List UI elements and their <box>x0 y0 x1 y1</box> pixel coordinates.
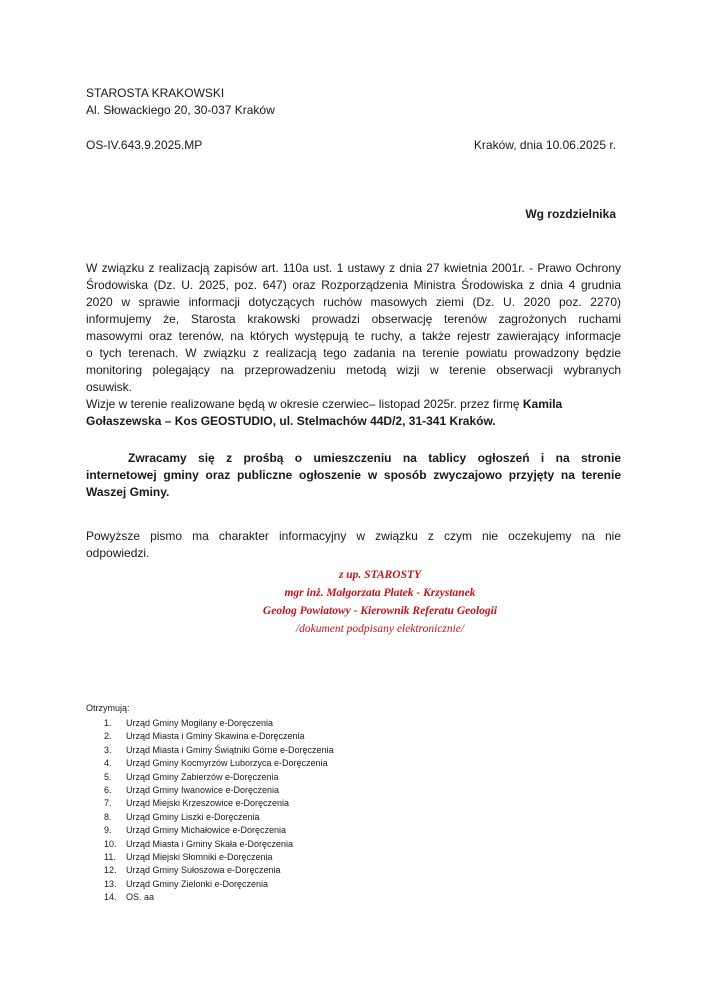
visit-text: Wizje w terenie realizowane będą w okresie czerwiec– listopad 2025r. przez firmę <box>86 397 523 411</box>
signature-note: /dokument podpisany elektronicznie/ <box>295 623 465 635</box>
signature-name: mgr inż. Małgorzata Płatek - Krzystanek <box>284 587 476 599</box>
list-item <box>104 891 334 904</box>
body-line: 2020 w sprawie informacji dotyczących ruchów masowych ziemi (Dz. U. 2020 poz. 2270) <box>86 295 621 309</box>
info-line: odpowiedzi. <box>86 546 150 560</box>
list-item-number: 10. <box>104 838 117 849</box>
list-item-text: OS. aa <box>126 892 155 903</box>
request-paragraph <box>86 450 621 501</box>
list-item-text: Urząd Gminy Sułoszowa e-Doręczenia <box>126 865 281 876</box>
body-line: informujemy że, Starosta krakowski prowadzi obserwację terenów zagrożonych ruchami <box>86 312 621 326</box>
request-line: internetowej gminy oraz publiczne ogłoszenie w sposób zwyczajowo przyjęty na terenie <box>86 468 621 482</box>
list-item-number: 1. <box>104 718 112 728</box>
place-date: Kraków, dnia 10.06.2025 r. <box>473 138 616 152</box>
recipients-list <box>104 717 334 904</box>
list-item <box>104 878 334 891</box>
list-item-number: 8. <box>104 811 112 822</box>
body-line: monitoring polegający na przeprowadzeniu metodą wizji w terenie obserwacji wybranych <box>86 363 621 377</box>
body-line: W związku z realizacją zapisów art. 110a ust. 1 ustawy z dnia 27 kwietnia 2001r. - Prawo Ochrony <box>86 261 621 275</box>
request-line: Waszej Gminy. <box>86 485 170 499</box>
list-item-number: 13. <box>104 878 117 889</box>
list-item <box>104 744 334 757</box>
list-item-number: 14. <box>104 892 117 903</box>
visit-line <box>86 396 621 413</box>
list-item <box>104 864 334 877</box>
list-item <box>104 717 334 730</box>
list-item-number: 9. <box>104 825 112 836</box>
list-item-text: Urząd Gminy Zabierzów e-Doręczenia <box>126 771 279 782</box>
body-paragraph <box>86 260 621 430</box>
body-line: masowymi oraz terenów, na których występują te ruchy, a także rejestr zawierający informacje <box>86 329 621 343</box>
signature-position: Geolog Powiatowy - Kierownik Referatu Geologii <box>262 605 498 617</box>
list-item-number: 12. <box>104 865 117 876</box>
list-item-number: 6. <box>104 784 112 795</box>
list-item-number: 5. <box>104 771 112 782</box>
list-item <box>104 824 334 837</box>
list-item-number: 11. <box>104 851 116 862</box>
list-item <box>104 771 334 784</box>
sender-block <box>86 85 275 119</box>
list-item-text: Urząd Miejski Krzeszowice e-Doręczenia <box>126 798 290 809</box>
addressee: Wg rozdzielnika <box>525 207 616 221</box>
list-item-text: Urząd Miasta i Gminy Skawina e-Doręczenia <box>126 731 305 742</box>
list-item-text: Urząd Gminy Liszki e-Doręczenia <box>126 811 260 822</box>
list-item-number: 7. <box>104 798 112 809</box>
list-item-text: Urząd Gminy Michałowice e-Doręczenia <box>126 825 287 836</box>
list-item-number: 4. <box>104 758 112 769</box>
list-item <box>104 811 334 824</box>
request-line: Zwracamy się z prośbą o umieszczeniu na tablicy ogłoszeń i na stronie <box>128 451 621 465</box>
list-item <box>104 784 334 797</box>
list-item-text: Urząd Gminy Kocmyrzów Luborzyca e-Doręczenia <box>126 758 328 769</box>
list-item <box>104 757 334 770</box>
list-item-number: 3. <box>104 744 112 755</box>
list-item <box>104 838 334 851</box>
body-line: osuwisk. <box>86 380 133 394</box>
list-item <box>104 851 334 864</box>
list-item <box>104 797 334 810</box>
list-item-text: Urząd Gminy Zielonki e-Doręczenia <box>126 878 269 889</box>
reference-number: OS-IV.643.9.2025.MP <box>86 138 203 152</box>
list-item <box>104 730 334 743</box>
body-line: Środowiska (Dz. U. 2025, poz. 647) oraz Rozporządzenia Ministra Środowiska z dnia 4 grudnia <box>86 278 621 292</box>
list-item-text: Urząd Miasta i Gminy Skała e-Doręczenia <box>126 838 294 849</box>
body-line: o tych terenach. W związku z realizacją tego zadania na terenie powiatu prowadzony będzie <box>86 346 621 360</box>
info-line: Powyższe pismo ma charakter informacyjny w związku z czym nie oczekujemy na nie <box>86 529 621 543</box>
list-item-text: Urząd Miasta i Gminy Świątniki Górne e-Doręczenia <box>126 744 334 755</box>
list-item-number: 2. <box>104 731 112 742</box>
sender-name: STAROSTA KRAKOWSKI <box>86 86 225 100</box>
signature-block <box>180 566 580 638</box>
company-name-start: Kamila <box>522 397 563 411</box>
recipients-heading: Otrzymują: <box>86 703 130 713</box>
list-item-text: Urząd Gminy Iwanowice e-Doręczenia <box>126 784 280 795</box>
signature-on-behalf: z up. STAROSTY <box>338 569 422 581</box>
sender-address: Al. Słowackiego 20, 30-037 Kraków <box>86 103 275 117</box>
list-item-text: Urząd Miejski Słomniki e-Doręczenia <box>126 851 273 862</box>
list-item-text: Urząd Gminy Mogilany e-Doręczenia <box>126 718 274 728</box>
info-paragraph <box>86 528 621 562</box>
company-address-line: Gołaszewska – Kos GEOSTUDIO, ul. Stelmachów 44D/2, 31-341 Kraków. <box>86 414 496 428</box>
